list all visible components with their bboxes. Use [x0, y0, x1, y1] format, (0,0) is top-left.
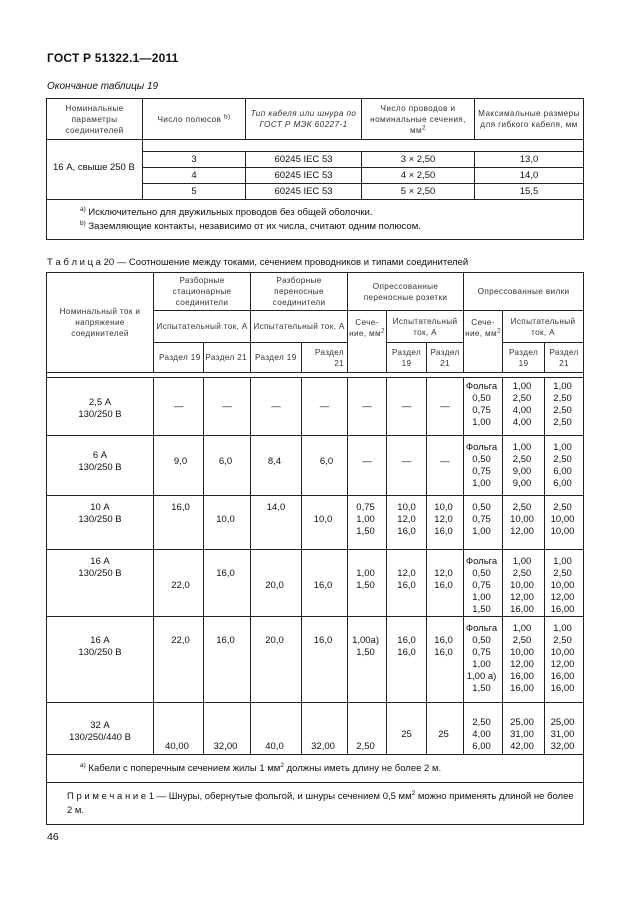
t20-cell: —: [302, 378, 348, 436]
t20-cell: —: [427, 436, 464, 496]
t20-cell: 10,0: [204, 496, 251, 550]
t20-header-sec19: Раздел 19: [387, 343, 427, 373]
t20-header-section: Сече-ние, $мм^2$: [464, 311, 503, 373]
table-19-caption: Окончание таблицы 19: [47, 81, 159, 92]
t20-cell: 1,00 2,50 10,00 12,00 16,00: [503, 550, 545, 617]
t20-cell: 16,0: [302, 550, 348, 617]
t19-cell: 14,0: [475, 168, 584, 184]
t20-header-group-1: Разборные стационарные соединители: [154, 273, 251, 311]
t20-cell: 14,0: [251, 496, 302, 550]
t20-cell: 16,0: [204, 550, 251, 617]
t20-header-test-current: Испытательный ток, А: [387, 311, 464, 343]
table-row: [47, 496, 584, 550]
t20-cell: 22,0: [154, 617, 204, 703]
t19-cell: 3 × 2,50: [362, 152, 475, 168]
t20-cell: —: [348, 378, 387, 436]
t20-cell: 25,00 31,00 32,00: [545, 703, 584, 755]
t20-cell: 10,0: [302, 496, 348, 550]
t20-cell: 20,0: [251, 617, 302, 703]
t20-cell: 1,00 2,50 2,50 2,50: [545, 378, 584, 436]
t20-cell: 1,00 2,50 10,00 12,00 16,00 16,00: [545, 617, 584, 703]
t19-cell: 4: [143, 168, 246, 184]
t20-cell: 16,0: [154, 496, 204, 550]
t20-cell: 1,00 2,50 10,00 12,00 16,00 16,00: [503, 617, 545, 703]
t20-cell: —: [348, 436, 387, 496]
t20-cell: 10,0 12,0 16,0: [387, 496, 427, 550]
t20-rating: 6 А 130/250 В: [47, 436, 154, 496]
t20-cell: 6,0: [302, 436, 348, 496]
t20-cell: 16,0 16,0: [387, 617, 427, 703]
t20-header-sec21: Раздел 21: [204, 343, 251, 373]
t20-cell: Фольга 0,50 0,75 1,00: [464, 436, 503, 496]
t20-cell: 2,50: [348, 703, 387, 755]
t20-cell: 12,0 16,0: [387, 550, 427, 617]
t20-header-test-current: Испытательный ток, А: [154, 311, 251, 343]
t20-rating: 16 А 130/250 В: [47, 617, 154, 703]
t19-footnote-a: $^{a)}$ Исключительно для двужильных проводов без общей оболочки.: [80, 205, 373, 218]
t19-header-rating: Номинальные параметры соединителей: [47, 99, 143, 140]
t20-cell: 9,0: [154, 436, 204, 496]
t20-cell: 1,00a) 1,50: [348, 617, 387, 703]
t20-cell: —: [387, 436, 427, 496]
table-row: [47, 436, 584, 496]
t20-cell: 8,4: [251, 436, 302, 496]
t19-cell: 3: [143, 152, 246, 168]
t20-header-group-4: Опрессованные вилки: [464, 273, 584, 311]
t20-cell: 25,00 31,00 42,00: [503, 703, 545, 755]
t20-rating: 2,5 А 130/250 В: [47, 378, 154, 436]
t20-cell: Фольга 0,50 0,75 1,00 1,00 a) 1,50: [464, 617, 503, 703]
t20-cell: 1,00 1,50: [348, 550, 387, 617]
t20-header-group-2: Разборные переносные соединители: [251, 273, 348, 311]
t20-header-sec21: Раздел 21: [545, 343, 584, 373]
t20-cell: 0,75 1,00 1,50: [348, 496, 387, 550]
t20-cell: 20,0: [251, 550, 302, 617]
table-row: [47, 378, 584, 436]
t20-cell: 1,00 2,50 6,00 6,00: [545, 436, 584, 496]
t20-cell: —: [387, 378, 427, 436]
t19-cell: 15,5: [475, 184, 584, 200]
t20-header-section: Сече-ние, $мм^2$: [348, 311, 387, 373]
table-20-title: Т а б л и ц а 20 — Соотношение между токами, сечением проводников и типами соединителей: [47, 257, 469, 268]
t20-cell: 22,0: [154, 550, 204, 617]
t20-header-sec19: Раздел 19: [503, 343, 545, 373]
t19-cell: 5 × 2,50: [362, 184, 475, 200]
t20-cell: 10,0 12,0 16,0: [427, 496, 464, 550]
t20-cell: 25: [427, 703, 464, 755]
t20-cell: 1,00 2,50 4,00 4,00: [503, 378, 545, 436]
t20-header-test-current: Испытательный ток, А: [251, 311, 348, 343]
t20-cell: 2,50 10,00 10,00: [545, 496, 584, 550]
table-row: [47, 703, 584, 755]
t20-cell: 0,50 0,75 1,00: [464, 496, 503, 550]
t19-header-poles: Число полюсов $^{b)}$: [143, 99, 246, 140]
t20-cell: —: [251, 378, 302, 436]
t20-cell: 2,50 4,00 6,00: [464, 703, 503, 755]
t20-cell: 1,00 2,50 10,00 12,00 16,00: [545, 550, 584, 617]
t19-cell: 60245 IEC 53: [246, 184, 362, 200]
t20-cell: 16,0: [302, 617, 348, 703]
t19-cell: 60245 IEC 53: [246, 152, 362, 168]
t20-cell: —: [427, 378, 464, 436]
t20-rating: 16 А 130/250 В: [47, 550, 154, 617]
table-19: [46, 98, 584, 240]
t20-cell: 40,0: [251, 703, 302, 755]
t19-header-conductors: Число проводов и номинальные сечения, $мм^2$: [362, 99, 475, 140]
t20-header-test-current: Испытательный ток, А: [503, 311, 584, 343]
t20-header-sec19: Раздел 19: [251, 343, 302, 373]
t19-row-label: 16 А, свыше 250 В: [47, 140, 143, 200]
t20-header-sec19: Раздел 19: [154, 343, 204, 373]
table-row: [47, 617, 584, 703]
t20-cell: 16,0 16,0: [427, 617, 464, 703]
t19-cell: 13,0: [475, 152, 584, 168]
t20-header-group-3: Опрессованные переносные розетки: [348, 273, 464, 311]
t20-footnote: $^{a)}$ Кабели с поперечным сечением жилы 1 $мм^2$ должны иметь длину не более 2 м.: [47, 755, 584, 783]
t20-cell: 32,00: [204, 703, 251, 755]
t20-cell: 25: [387, 703, 427, 755]
t19-header-max-sizes: Максимальные размеры для гибкого кабеля, мм: [475, 99, 584, 140]
t20-cell: 12,0 16,0: [427, 550, 464, 617]
t19-cell: 60245 IEC 53: [246, 168, 362, 184]
t20-cell: 32,00: [302, 703, 348, 755]
t20-cell: 16,0: [204, 617, 251, 703]
t20-cell: 40,00: [154, 703, 204, 755]
t20-header-sec21: Раздел 21: [427, 343, 464, 373]
page-number: 46: [47, 831, 59, 843]
t20-cell: Фольга 0,50 0,75 1,00 1,50: [464, 550, 503, 617]
t19-cell: 4 × 2,50: [362, 168, 475, 184]
t20-cell: 6,0: [204, 436, 251, 496]
t20-cell: Фольга 0,50 0,75 1,00: [464, 378, 503, 436]
t19-header-cable-type: Тип кабеля или шнура по ГОСТ Р МЭК 60227-1: [246, 99, 362, 140]
t19-footnotes: [47, 200, 584, 240]
t20-note: П р и м е ч а н и е 1 — Шнуры, обернутые фольгой, и шнуры сечением 0,5 $мм^2$ можно применять длиной не более 2 м.: [47, 783, 584, 825]
t20-cell: 1,00 2,50 9,00 9,00: [503, 436, 545, 496]
t20-header-rating: Номинальный ток и напряжение соединителей: [47, 273, 154, 373]
t20-rating: 32 А 130/250/440 В: [47, 703, 154, 755]
t19-footnote-b: $^{b)}$ Заземляющие контакты, независимо от их числа, считают одним полюсом.: [80, 219, 421, 232]
t20-cell: —: [204, 378, 251, 436]
t20-rating: 10 А 130/250 В: [47, 496, 154, 550]
t19-cell: 5: [143, 184, 246, 200]
t20-header-sec21: Раздел 21: [302, 343, 348, 373]
table-20: [46, 272, 584, 825]
table-row: [47, 550, 584, 617]
t20-cell: 2,50 10,00 12,00: [503, 496, 545, 550]
page-header: ГОСТ Р 51322.1—2011: [47, 51, 179, 65]
t20-cell: —: [154, 378, 204, 436]
